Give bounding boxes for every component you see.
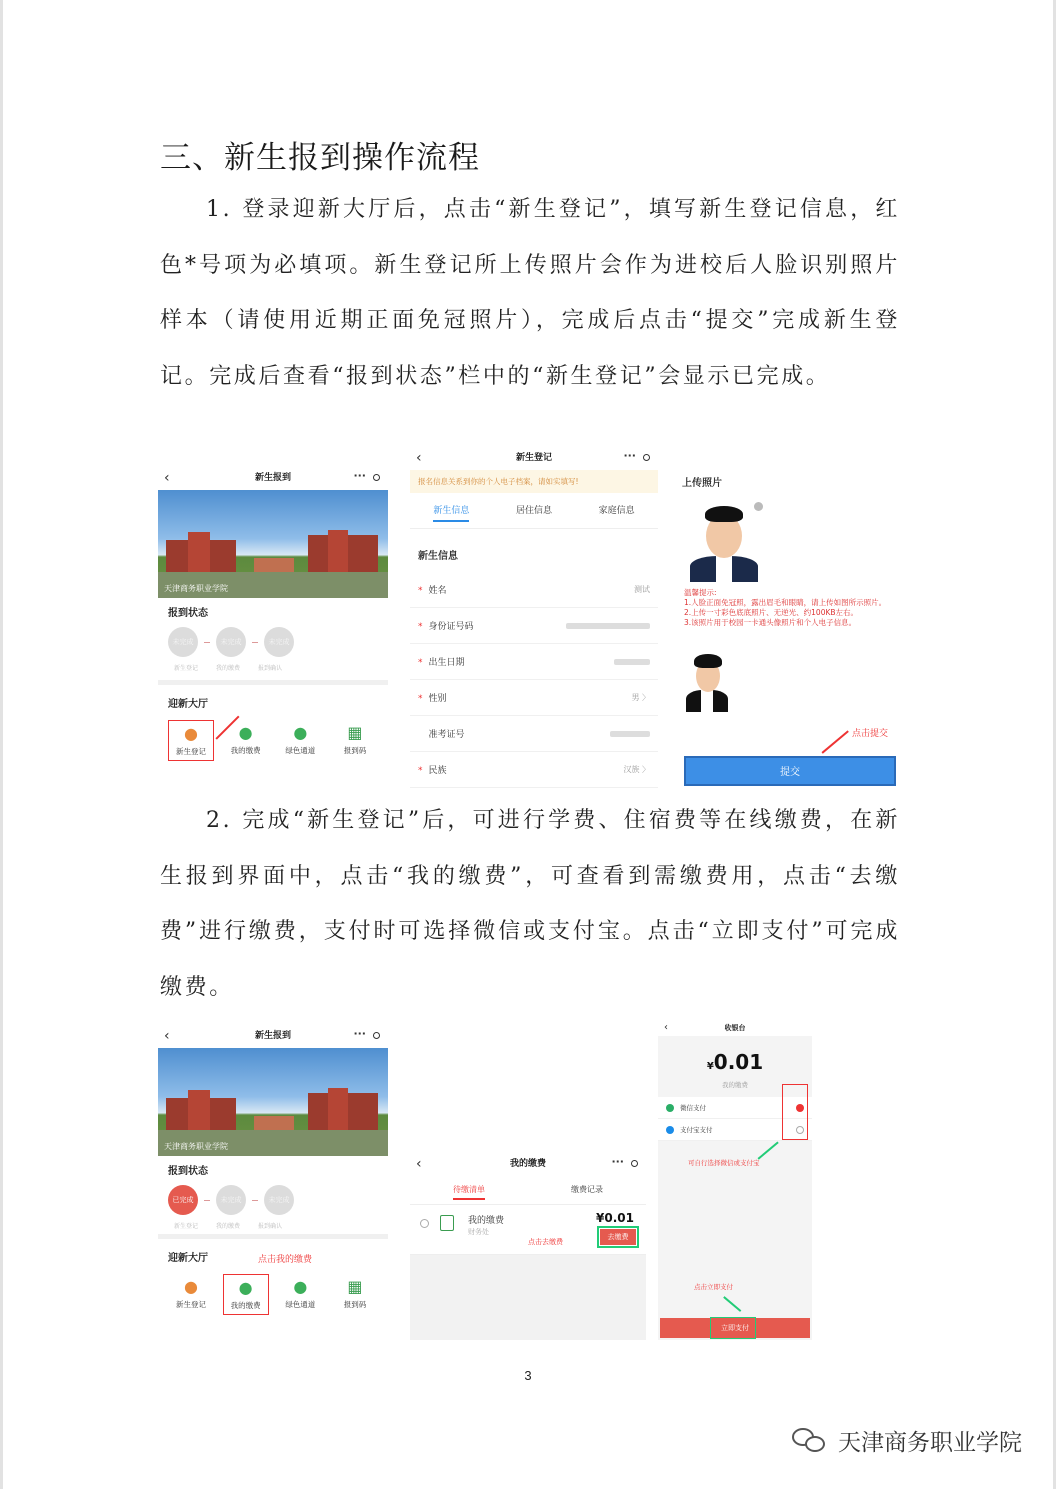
tip-line: 2.上传一寸彩色底底照片、无逆光、约100KB左右。	[684, 608, 859, 617]
tab-family-info[interactable]: 家庭信息	[598, 506, 635, 516]
topbar	[410, 446, 658, 470]
camera-icon[interactable]	[754, 502, 763, 511]
tab-residence-info[interactable]: 居住信息	[515, 506, 552, 516]
field-exam-number[interactable]: 准考证号	[410, 716, 658, 752]
wechat-icon	[792, 1426, 828, 1456]
status-title: 报到状态	[168, 608, 208, 619]
uploaded-photo-female	[682, 650, 732, 712]
page-edge-left	[0, 0, 3, 1489]
annotation-arrow	[724, 1296, 742, 1311]
green-channel-icon: ●	[293, 1277, 308, 1296]
form-section-title: 新生信息	[418, 551, 458, 562]
qrcode-icon: ▦	[347, 1277, 363, 1296]
step1-paragraph: 1. 登录迎新大厅后，点击“新生登记”，填写新生登记信息，红色*号项为必填项。新生登记所上传照片会作为进校后人脸识别照片样本（请使用近期正面免冠照片），完成后点击“提交”完成新生登记。完成后查看“报到状态”栏中的“新生登记”会显示已完成。	[160, 197, 900, 389]
hall-menu	[158, 716, 388, 765]
notice-banner: 报名信息关系到你的个人电子档案，请如实填写!	[410, 470, 658, 493]
screen-title: 新生报到	[254, 1031, 291, 1041]
annotation-click-submit: 点击提交	[852, 729, 889, 739]
tip-line: 1.人脸正面免冠照，露出眉毛和眼睛，请上传如图所示照片。	[684, 598, 887, 607]
annotation-arrow	[822, 730, 849, 753]
field-birth-date[interactable]: * 出生日期	[410, 644, 658, 680]
hall-item-qrcode[interactable]: ▦ 报到码	[332, 720, 378, 761]
item-sub: 财务处	[468, 1228, 489, 1236]
annotation-choose-method: 可自行选择微信或支付宝	[688, 1159, 760, 1167]
upload-title: 上传照片	[682, 478, 722, 489]
payment-icon: ●	[238, 723, 253, 742]
status-title: 报到状态	[168, 1166, 208, 1177]
hall-menu	[158, 1270, 388, 1319]
payment-icon: ●	[238, 1278, 253, 1297]
page-number: 3	[524, 1368, 532, 1383]
wechat-pay-icon	[666, 1104, 674, 1112]
back-icon[interactable]: ‹	[416, 1156, 422, 1172]
field-id-number[interactable]: * 身份证号码	[410, 608, 658, 644]
step-circle-done: 已完成	[168, 1185, 198, 1215]
back-icon[interactable]: ‹	[164, 470, 170, 486]
pay-amount: ¥0.01	[706, 1050, 764, 1074]
step-circle: 未完成	[168, 627, 198, 657]
topbar	[410, 1152, 646, 1176]
screenshot-my-payments	[410, 1152, 646, 1340]
annotation-click-pay: 点击立即支付	[694, 1283, 733, 1291]
back-icon[interactable]: ‹	[416, 450, 422, 466]
bill-icon	[440, 1215, 454, 1231]
method-alipay[interactable]: 支付宝支付	[658, 1119, 812, 1141]
tips-box: 温馨提示: 1.人脸正面免冠照，露出眉毛和眼睛，请上传如图所示照片。 2.上传一寸彩色底底照片、无逆光、约100KB左右。 3.该照片用于校园一卡通头像照片和个人电子信息。	[684, 588, 900, 628]
campus-caption: 天津商务职业学院	[164, 584, 228, 593]
tab-records[interactable]: 缴费记录	[571, 1185, 603, 1194]
screenshot-upload-photo	[672, 464, 908, 788]
sample-photo-male	[684, 498, 764, 582]
hall-item-qrcode[interactable]: ▦ 报到码	[332, 1274, 378, 1315]
status-steps	[158, 625, 388, 663]
back-icon[interactable]: ‹	[664, 1022, 668, 1033]
step2-paragraph: 2. 完成“新生登记”后，可进行学费、住宿费等在线缴费，在新生报到界面中，点击“我的缴费”，可查看到需缴费用，点击“去缴费”进行缴费，支付时可选择微信或支付宝。点击“立即支付”可完成缴费。	[160, 808, 900, 1000]
select-radio[interactable]	[420, 1219, 429, 1228]
more-icon[interactable]: ···	[353, 1027, 366, 1040]
campus-caption: 天津商务职业学院	[164, 1142, 228, 1151]
hall-item-register[interactable]: ● 新生登记	[168, 720, 214, 761]
payment-tabs	[410, 1176, 646, 1205]
item-name: 我的缴费	[468, 1216, 505, 1226]
annotation-box-pay	[710, 1317, 756, 1339]
step-labels	[158, 663, 388, 672]
step-circle: 未完成	[264, 627, 294, 657]
alipay-icon	[666, 1126, 674, 1134]
topbar	[158, 466, 388, 490]
field-name[interactable]: * 姓名 测试	[410, 572, 658, 608]
step-label: 我的缴费	[215, 665, 240, 672]
tip-line: 3.该照片用于校园一卡通头像照片和个人电子信息。	[684, 618, 857, 627]
pay-now-button[interactable]: 立即支付	[660, 1318, 810, 1338]
step-labels	[158, 1221, 388, 1230]
step-circle: 未完成	[216, 627, 246, 657]
hall-item-payment[interactable]: ● 我的缴费	[223, 1274, 269, 1315]
screen-title: 我的缴费	[509, 1159, 546, 1169]
annotation-box-methods	[782, 1084, 808, 1140]
step-label: 报到确认	[257, 665, 282, 672]
section-heading: 三、新生报到操作流程	[160, 140, 480, 176]
annotation-arrow	[758, 1141, 779, 1159]
more-icon[interactable]: ···	[611, 1155, 624, 1168]
redacted-value	[566, 623, 650, 629]
screen-title: 新生报到	[254, 473, 291, 483]
step-label: 我的缴费	[215, 1223, 240, 1230]
hall-item-green-channel[interactable]: ● 绿色通道	[277, 1274, 323, 1315]
payment-item[interactable]	[410, 1205, 646, 1255]
screen-title: 新生登记	[515, 453, 552, 463]
footer-text: 天津商务职业学院	[838, 1430, 1022, 1456]
empty-area	[410, 1255, 646, 1340]
hall-item-green-channel[interactable]: ● 绿色通道	[277, 720, 323, 761]
more-icon[interactable]: ···	[623, 449, 636, 462]
person-icon: ●	[184, 1277, 198, 1296]
campus-photo	[158, 1048, 388, 1156]
record-icon[interactable]	[373, 1032, 380, 1039]
submit-button[interactable]: 提交	[684, 756, 896, 786]
tab-student-info[interactable]: 新生信息	[433, 503, 469, 522]
person-icon: ●	[184, 724, 198, 743]
screen-title: 收银台	[724, 1024, 746, 1032]
screenshot-newstudent-report	[158, 466, 388, 788]
go-pay-button[interactable]: 去缴费	[600, 1229, 636, 1245]
hall-title: 迎新大厅	[168, 699, 208, 710]
campus-photo	[158, 490, 388, 598]
screenshot-registration-form	[410, 446, 658, 788]
step-circle: 未完成	[216, 1185, 246, 1215]
status-steps	[158, 1183, 388, 1221]
hall-item-register[interactable]: ● 新生登记	[168, 1274, 214, 1315]
green-channel-icon: ●	[293, 723, 308, 742]
form-tabs	[410, 493, 658, 529]
screenshot-newstudent-report-2	[158, 1024, 388, 1340]
record-icon[interactable]	[643, 454, 650, 461]
redacted-value	[610, 731, 650, 737]
topbar	[658, 1020, 812, 1036]
footer-watermark	[792, 1424, 1022, 1457]
hall-item-payment[interactable]: ● 我的缴费	[223, 720, 269, 761]
annotation-click-payment: 点击我的缴费	[258, 1255, 313, 1265]
step-circle: 未完成	[264, 1185, 294, 1215]
topbar	[158, 1024, 388, 1048]
tab-pending[interactable]: 待缴清单	[453, 1184, 485, 1200]
field-ethnicity[interactable]: * 民族 汉族 〉	[410, 752, 658, 788]
step-label: 报到确认	[257, 1223, 282, 1230]
step-label: 新生登记	[173, 1223, 198, 1230]
item-amount: ¥0.01	[596, 1211, 634, 1225]
pay-sub: 我的缴费	[722, 1081, 748, 1089]
qrcode-icon: ▦	[347, 723, 363, 742]
method-wechat[interactable]: 微信支付	[658, 1097, 812, 1119]
back-icon[interactable]: ‹	[164, 1028, 170, 1044]
record-icon[interactable]	[631, 1160, 638, 1167]
record-icon[interactable]	[373, 474, 380, 481]
screenshot-cashier	[658, 1020, 812, 1340]
hall-title: 迎新大厅	[168, 1253, 208, 1264]
field-gender[interactable]: * 性别 男 〉	[410, 680, 658, 716]
step-label: 新生登记	[173, 665, 198, 672]
redacted-value	[614, 659, 650, 665]
more-icon[interactable]: ···	[353, 469, 366, 482]
annotation-click-go-pay: 点击去缴费	[528, 1238, 563, 1246]
